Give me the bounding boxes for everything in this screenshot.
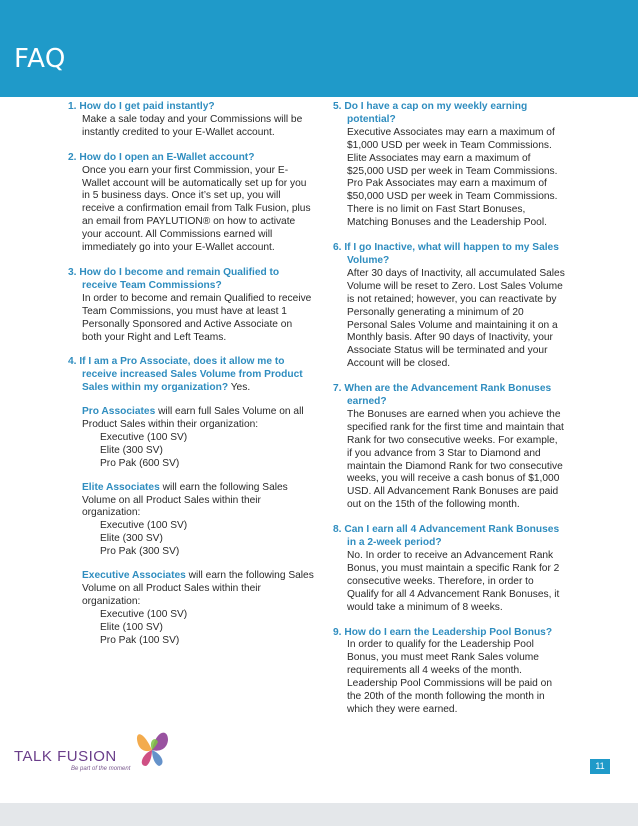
faq-answer-inline: Yes. [230,382,251,394]
page-title: FAQ [14,44,66,74]
faq-number: 9. [333,626,342,638]
footer-bar [0,803,638,826]
left-column [68,101,314,660]
faq-number: 3. [68,266,77,278]
faq-item-6 [333,242,565,371]
rank-item: Elite (300 SV) [100,444,163,456]
subsection-text: will earn the following Sales Volume on all Product Sales within their organization: [82,481,288,519]
subsection-label: Pro Associates [82,406,156,418]
faq-number: 4. [68,356,77,368]
faq-question: How do I get paid instantly? [79,101,215,112]
subsection-text: will earn the following Sales Volume on all Product Sales within their organization: [82,570,314,607]
rank-list [82,520,314,559]
subsection-text: will earn full Sales Volume on all Product Sales within their organization: [82,406,304,431]
faq-item-3 [68,267,314,344]
logo-wordmark: TALK FUSION [14,748,117,765]
faq-question: If I go Inactive, what will happen to my Sales Volume? [344,242,559,266]
rank-item: Pro Pak (600 SV) [100,457,180,469]
butterfly-logo-icon [132,726,172,770]
faq-item-1 [68,101,314,140]
faq-answer: The Bonuses are earned when you achieve the specified rank for the first time and maintain that Rank for two consecutive weeks. For example, if you advance from 3 Star to Diamond and maintain the Diamond Rank for two consecutive weeks, you will receive a cash bonus of $1,000 USD. All Advancement Rank Bonuses are paid out on the 15th of the following month. [347,408,564,511]
faq-number: 2. [68,151,77,163]
faq-question: If I am a Pro Associate, does it allow me to receive increased Sales Volume from Product Sales within my organization? [79,356,303,394]
rank-item: Elite (100 SV) [100,621,163,633]
subsection-label: Elite Associates [82,481,160,493]
rank-list [82,432,314,471]
header-bar [0,0,638,97]
subsection-executive [68,570,314,647]
faq-answer: Make a sale today and your Commissions will be instantly credited to your E-Wallet account. [82,113,303,138]
faq-item-9 [333,627,565,717]
faq-question: How do I earn the Leadership Pool Bonus? [344,626,553,638]
rank-item: Executive (100 SV) [100,520,188,532]
right-column [333,101,565,729]
faq-item-4 [68,356,314,647]
faq-item-2 [68,152,314,255]
faq-question: Do I have a cap on my weekly earning potential? [344,101,528,125]
faq-answer: Once you earn your first Commission, your E-Wallet account will be automatically set up for you in 5 business days. Once it’s set up, you will receive a confirmation email from Talk Fusion, plus an email from PAYLUTION® on how to activate your account. All Commissions earned will immediately go into your E-Wallet account. [82,164,311,254]
faq-question: How do I open an E-Wallet account? [79,151,255,163]
logo-tagline: Be part of the moment [71,766,131,772]
rank-item: Pro Pak (100 SV) [100,634,180,646]
rank-item: Executive (100 SV) [100,431,188,443]
rank-item: Pro Pak (300 SV) [100,546,180,558]
faq-answer: No. In order to receive an Advancement Rank Bonus, you must maintain a specific Rank for 2 consecutive weeks. Therefore, in order to Qualify for all 4 Advancement Rank Bonuses, it would take a minimum of 8 weeks. [347,550,560,613]
faq-question: How do I become and remain Qualified to receive Team Commissions? [79,266,280,291]
faq-answer: In order to become and remain Qualified to receive Team Commissions, you must have at least 1 Personally Sponsored and Active Associate on both your Right and Left Teams. [82,292,312,343]
faq-answer: Executive Associates may earn a maximum of $1,000 USD per week in Team Commissions. Elite Associates may earn a maximum of $25,000 USD per week in Team Commissions. Pro Pak Associates may earn a maximum of $50,000 USD per week in Team Commissions. There is no limit on Fast Start Bonuses, Matching Bonuses and the Leadership Pool. [347,126,558,229]
faq-number: 7. [333,383,342,395]
subsection-label: Executive Associates [82,570,186,582]
faq-number: 5. [333,101,342,112]
faq-question: When are the Advancement Rank Bonuses earned? [344,383,552,408]
faq-item-5 [333,101,565,230]
faq-number: 8. [333,524,342,536]
page-number: 11 [590,759,610,774]
talk-fusion-logo [14,726,174,776]
rank-item: Executive (100 SV) [100,608,188,620]
faq-number: 6. [333,242,342,254]
subsection-elite [68,482,314,559]
rank-item: Elite (300 SV) [100,533,163,545]
faq-answer: After 30 days of Inactivity, all accumulated Sales Volume will be reset to Zero. Lost Sales Volume is not retained; however, you can reactivate by Personally generating a minimum of 20 Personal Sales Volume and maintaining it on a Monthly basis. After 90 days of Inactivity, your Associate Status will be terminated and your Account will be closed. [347,267,565,370]
faq-question: Can I earn all 4 Advancement Rank Bonuses in a 2-week period? [344,524,560,549]
faq-answer: In order to qualify for the Leadership Pool Bonus, you must meet Rank Sales volume requirements all 4 weeks of the month. Leadership Pool Commissions will be paid on the 20th of the month following the month in which they were earned. [347,639,552,715]
faq-item-7 [333,383,565,512]
rank-list [82,609,314,648]
subsection-pro [68,406,314,471]
faq-number: 1. [68,101,77,112]
faq-item-8 [333,524,565,614]
